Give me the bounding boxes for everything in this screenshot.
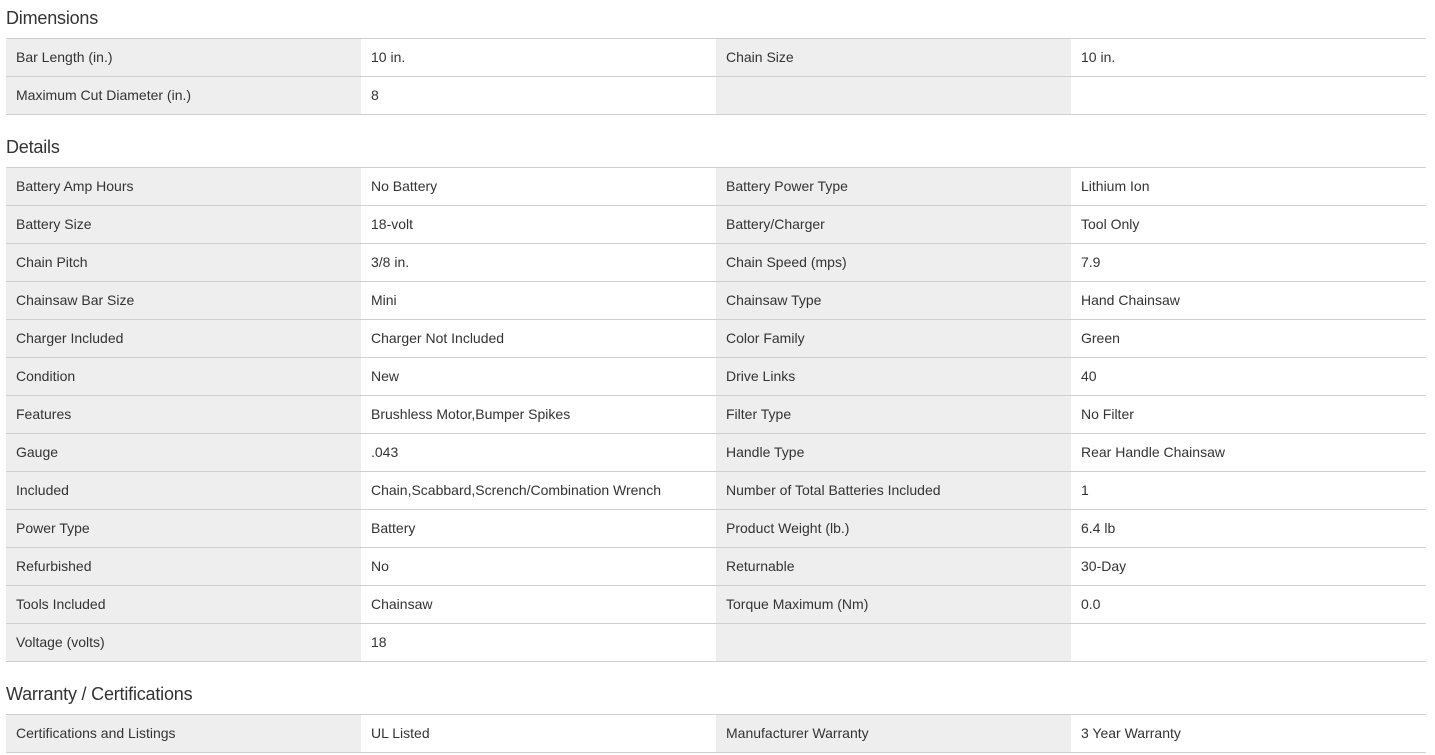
spec-value: No — [361, 548, 716, 585]
section-dimensions — [6, 8, 1426, 103]
spec-value: Lithium Ion — [1071, 168, 1426, 205]
spec-value: Tool Only — [1071, 206, 1426, 243]
spec-table-details — [6, 167, 1426, 662]
spec-label: Maximum Cut Diameter (in.) — [6, 77, 361, 114]
spec-value: 40 — [1071, 358, 1426, 395]
spec-value — [1071, 77, 1426, 114]
spec-label: Handle Type — [716, 434, 1071, 471]
spec-value: 3 Year Warranty — [1071, 715, 1426, 752]
table-row — [6, 510, 1426, 548]
spec-label: Tools Included — [6, 586, 361, 623]
spec-label: Condition — [6, 358, 361, 395]
spec-value: Chain,Scabbard,Scrench/Combination Wrench — [361, 472, 716, 509]
section-warranty-certifications — [6, 684, 1426, 741]
spec-value: 7.9 — [1071, 244, 1426, 281]
spec-label: Battery Amp Hours — [6, 168, 361, 205]
spec-label: Returnable — [716, 548, 1071, 585]
spec-label — [716, 77, 1071, 114]
spec-value: Battery — [361, 510, 716, 547]
spec-value: 10 in. — [1071, 39, 1426, 76]
spec-value — [1071, 624, 1426, 661]
spec-label — [716, 624, 1071, 661]
table-row — [6, 548, 1426, 586]
spec-value: 3/8 in. — [361, 244, 716, 281]
spec-label: Features — [6, 396, 361, 433]
spec-label: Drive Links — [716, 358, 1071, 395]
table-row — [6, 320, 1426, 358]
section-title-warranty: Warranty / Certifications — [6, 684, 193, 704]
spec-label: Charger Included — [6, 320, 361, 357]
spec-value: Charger Not Included — [361, 320, 716, 357]
spec-label: Battery Size — [6, 206, 361, 243]
table-row — [6, 168, 1426, 206]
table-row — [6, 434, 1426, 472]
table-row — [6, 39, 1426, 77]
spec-value: 6.4 lb — [1071, 510, 1426, 547]
spec-label: Voltage (volts) — [6, 624, 361, 661]
spec-label: Chainsaw Bar Size — [6, 282, 361, 319]
spec-value: Brushless Motor,Bumper Spikes — [361, 396, 716, 433]
section-title-dimensions: Dimensions — [6, 8, 99, 28]
table-row — [6, 586, 1426, 624]
spec-value: Mini — [361, 282, 716, 319]
spec-value: 8 — [361, 77, 716, 114]
section-details — [6, 137, 1426, 650]
spec-value: 18-volt — [361, 206, 716, 243]
spec-table-dimensions — [6, 38, 1426, 115]
spec-value: Chainsaw — [361, 586, 716, 623]
spec-label: Chain Pitch — [6, 244, 361, 281]
spec-label: Refurbished — [6, 548, 361, 585]
spec-value: .043 — [361, 434, 716, 471]
spec-value: Green — [1071, 320, 1426, 357]
spec-label: Battery/Charger — [716, 206, 1071, 243]
spec-value: No Battery — [361, 168, 716, 205]
spec-value: UL Listed — [361, 715, 716, 752]
spec-label: Included — [6, 472, 361, 509]
table-row — [6, 282, 1426, 320]
spec-value: 0.0 — [1071, 586, 1426, 623]
spec-value: Hand Chainsaw — [1071, 282, 1426, 319]
spec-label: Chain Size — [716, 39, 1071, 76]
table-row — [6, 358, 1426, 396]
spec-label: Chainsaw Type — [716, 282, 1071, 319]
section-title-details: Details — [6, 137, 60, 157]
table-row — [6, 206, 1426, 244]
table-row — [6, 472, 1426, 510]
spec-value: 18 — [361, 624, 716, 661]
spec-label: Torque Maximum (Nm) — [716, 586, 1071, 623]
spec-label: Manufacturer Warranty — [716, 715, 1071, 752]
spec-label: Battery Power Type — [716, 168, 1071, 205]
spec-value: Rear Handle Chainsaw — [1071, 434, 1426, 471]
spec-label: Color Family — [716, 320, 1071, 357]
spec-value: No Filter — [1071, 396, 1426, 433]
spec-value: New — [361, 358, 716, 395]
spec-value: 1 — [1071, 472, 1426, 509]
spec-value: 10 in. — [361, 39, 716, 76]
table-row — [6, 624, 1426, 662]
spec-label: Bar Length (in.) — [6, 39, 361, 76]
spec-label: Power Type — [6, 510, 361, 547]
spec-label: Number of Total Batteries Included — [716, 472, 1071, 509]
table-row — [6, 715, 1426, 753]
spec-label: Product Weight (lb.) — [716, 510, 1071, 547]
table-row — [6, 77, 1426, 115]
spec-value: 30-Day — [1071, 548, 1426, 585]
table-row — [6, 244, 1426, 282]
spec-label: Gauge — [6, 434, 361, 471]
spec-label: Certifications and Listings — [6, 715, 361, 752]
table-row — [6, 396, 1426, 434]
spec-table-warranty — [6, 714, 1426, 753]
spec-label: Filter Type — [716, 396, 1071, 433]
spec-label: Chain Speed (mps) — [716, 244, 1071, 281]
